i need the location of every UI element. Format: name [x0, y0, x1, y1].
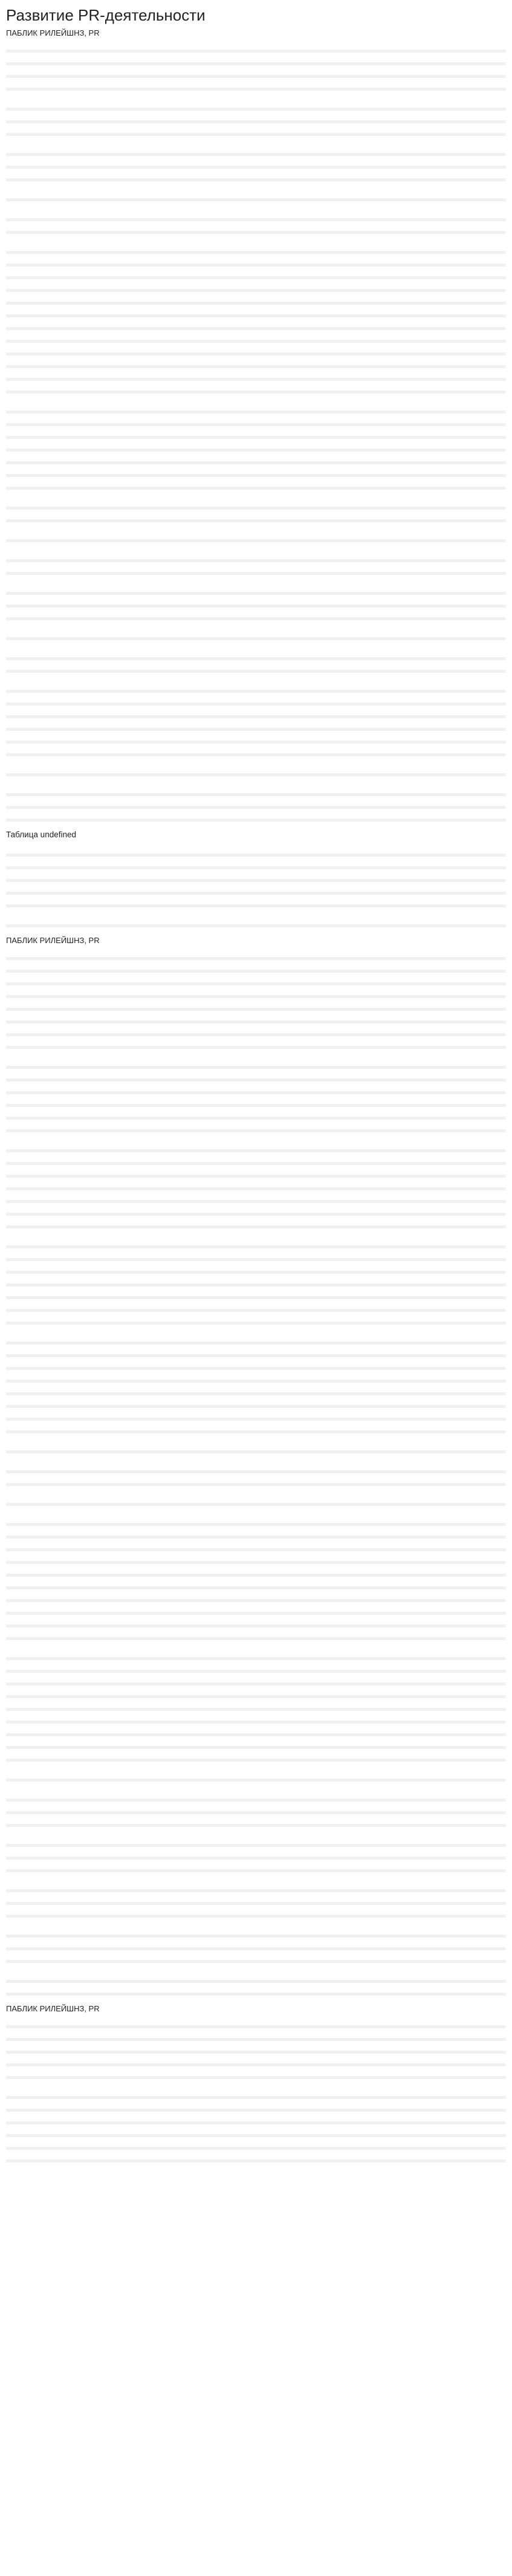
paragraph [6, 531, 506, 543]
paragraph [6, 2017, 506, 2080]
paragraph [6, 1770, 506, 1783]
paragraph [6, 1790, 506, 1828]
paragraph [6, 1926, 506, 1964]
paragraph [6, 402, 506, 491]
paragraph [6, 1141, 506, 1230]
paragraph [6, 498, 506, 524]
paragraph [6, 2088, 506, 2164]
paragraph [6, 1333, 506, 1435]
paragraph [6, 629, 506, 641]
body-block-4 [6, 2017, 506, 2164]
section-label-3: ПАБЛИК РИЛЕЙШНЗ, PR [6, 2004, 100, 2013]
paragraph [6, 949, 506, 1050]
paragraph [6, 242, 506, 395]
paragraph [6, 916, 506, 929]
paragraph [6, 1514, 506, 1641]
paragraph [6, 190, 506, 203]
paragraph [6, 1494, 506, 1507]
body-block-1 [6, 41, 506, 823]
paragraph [6, 1881, 506, 1919]
paragraph [6, 765, 506, 777]
paragraph [6, 1649, 506, 1763]
paragraph [6, 1835, 506, 1874]
paragraph [6, 583, 506, 621]
paragraph [6, 785, 506, 823]
table-caption: Таблица undefined [6, 830, 76, 839]
paragraph [6, 1442, 506, 1455]
paragraph [6, 551, 506, 576]
section-label: ПАБЛИК РИЛЕЙШНЗ, PR [6, 28, 100, 37]
paragraph [6, 1057, 506, 1134]
paragraph [6, 41, 506, 92]
paragraph [6, 681, 506, 758]
paragraph [6, 99, 506, 137]
paragraph [6, 1971, 506, 1997]
body-block-3 [6, 949, 506, 1997]
page-title: Развитие PR-деятельности [6, 6, 206, 24]
paragraph [6, 845, 506, 909]
body-block-2 [6, 845, 506, 929]
paragraph [6, 649, 506, 674]
paragraph [6, 1462, 506, 1487]
paragraph [6, 1237, 506, 1326]
paragraph [6, 210, 506, 235]
paragraph [6, 144, 506, 183]
section-label-2: ПАБЛИК РИЛЕЙШНЗ, PR [6, 936, 100, 945]
